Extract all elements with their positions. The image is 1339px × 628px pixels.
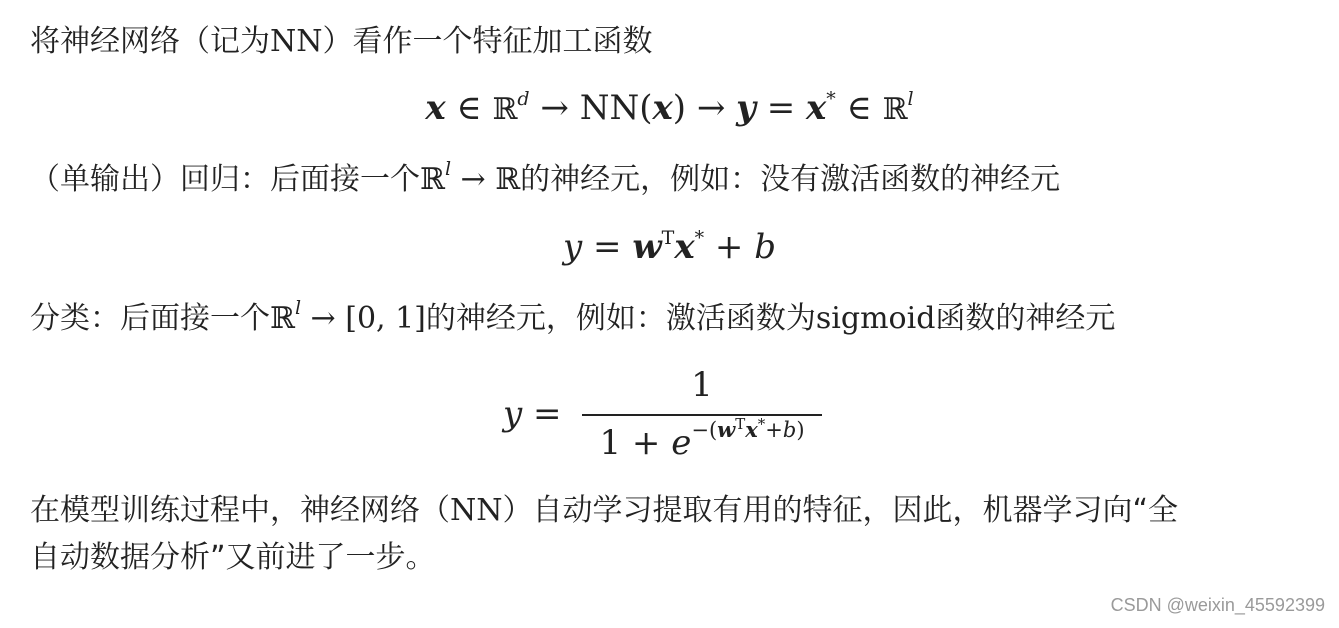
eq3-exp-b: b bbox=[782, 418, 797, 442]
eq3-fraction-bar bbox=[582, 414, 822, 416]
eq3-den-e: e bbox=[671, 423, 692, 463]
conclusion-text-after: ）自动学习提取有用的特征，因此，机器学习向“全 bbox=[502, 493, 1179, 528]
eq1-arrow1: → bbox=[529, 88, 580, 128]
eq2-equals: = bbox=[582, 227, 633, 267]
eq1-in1: ∈ bbox=[445, 88, 493, 128]
eq1-star: * bbox=[826, 88, 836, 110]
eq1-arrow2: → bbox=[686, 88, 737, 128]
equation-feature-mapping bbox=[0, 86, 1339, 132]
eq3-denominator bbox=[582, 415, 822, 465]
eq3-den-one: 1 bbox=[599, 423, 622, 463]
classification-paragraph bbox=[30, 299, 1115, 339]
regression-text-after: 的神经元，例如：没有激活函数的神经元 bbox=[520, 162, 1061, 197]
eq2-star: * bbox=[694, 227, 705, 249]
eq3-exp-lparen: ( bbox=[708, 418, 718, 442]
eq3-exponent bbox=[691, 415, 805, 442]
intro-text-before: 将神经网络（记为 bbox=[30, 24, 270, 59]
classification-dim-l: l bbox=[294, 297, 302, 319]
classification-interval: [0, 1] bbox=[345, 301, 426, 336]
eq3-exp-x: x bbox=[745, 417, 758, 442]
eq3-numerator: 1 bbox=[691, 365, 713, 405]
eq3-exp-w: w bbox=[717, 417, 736, 442]
intro-nn: NN bbox=[270, 24, 323, 59]
eq3-exp-transpose: T bbox=[735, 415, 746, 433]
equation-sigmoid-neuron bbox=[0, 365, 1339, 465]
regression-arrow: → bbox=[451, 162, 496, 197]
eq2-b: b bbox=[754, 227, 776, 267]
eq1-x3: x bbox=[806, 88, 827, 128]
classification-text-after: 函数的神经元 bbox=[935, 301, 1116, 336]
eq3-equals: = bbox=[522, 394, 562, 434]
eq1-lparen: ( bbox=[639, 88, 653, 128]
eq3-exp-minus: − bbox=[691, 418, 709, 442]
conclusion-line-2: 自动数据分析”又前进了一步。 bbox=[30, 540, 436, 575]
classification-text-middle: 的神经元，例如：激活函数为 bbox=[425, 301, 816, 336]
eq1-x2: x bbox=[652, 88, 673, 128]
conclusion-text-before: 在模型训练过程中，神经网络（ bbox=[30, 493, 450, 528]
eq3-exp-star: * bbox=[757, 415, 766, 433]
regression-real-set: ℝ bbox=[420, 162, 445, 197]
conclusion-line-1 bbox=[30, 491, 1178, 531]
eq1-x: x bbox=[425, 88, 446, 128]
eq3-exp-plus: + bbox=[765, 418, 783, 442]
conclusion-nn: NN bbox=[450, 493, 503, 528]
eq3-den-plus: + bbox=[621, 423, 672, 463]
eq1-nn: NN bbox=[579, 88, 640, 128]
eq2-x: x bbox=[674, 227, 695, 267]
eq1-equals: = bbox=[755, 88, 806, 128]
eq3-y: y bbox=[503, 394, 523, 434]
eq2-w: w bbox=[632, 227, 662, 267]
eq3-exp-rparen: ) bbox=[796, 418, 805, 442]
eq1-real-set-2: ℝ bbox=[882, 92, 908, 127]
intro-text-after: ）看作一个特征加工函数 bbox=[322, 24, 653, 59]
regression-dim-l: l bbox=[444, 158, 452, 180]
classification-text-before: 分类：后面接一个 bbox=[30, 301, 270, 336]
eq1-y: y bbox=[736, 88, 756, 128]
eq1-real-set: ℝ bbox=[492, 92, 518, 127]
regression-real-set-2: ℝ bbox=[495, 162, 521, 197]
regression-paragraph bbox=[30, 160, 1060, 200]
eq2-y: y bbox=[563, 227, 583, 267]
eq3-lhs bbox=[503, 392, 562, 436]
eq1-rparen: ) bbox=[672, 88, 687, 128]
eq1-dim-d: d bbox=[517, 88, 530, 110]
classification-real-set: ℝ bbox=[270, 301, 295, 336]
eq1-dim-l: l bbox=[907, 88, 914, 110]
csdn-watermark: CSDN @weixin_45592399 bbox=[1110, 595, 1325, 615]
eq2-plus: + bbox=[704, 227, 755, 267]
regression-text-before: （单输出）回归：后面接一个 bbox=[30, 162, 420, 197]
equation-linear-neuron bbox=[0, 225, 1339, 269]
classification-arrow: → bbox=[301, 301, 346, 336]
eq2-transpose: T bbox=[661, 227, 675, 249]
eq1-in2: ∈ bbox=[835, 88, 883, 128]
intro-paragraph bbox=[30, 22, 653, 62]
classification-sigmoid: sigmoid bbox=[815, 301, 936, 336]
